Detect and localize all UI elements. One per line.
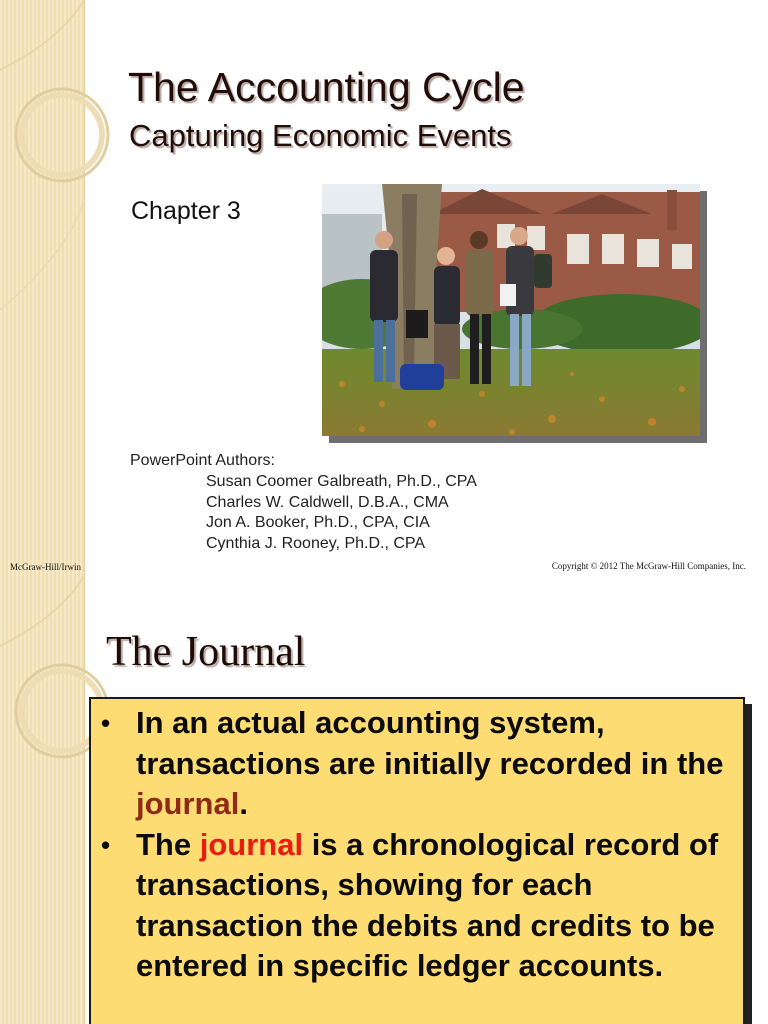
bullet-marker: • <box>101 708 111 738</box>
slide-title: The Journal <box>106 629 306 675</box>
decorative-circles <box>0 0 130 576</box>
chapter-label: Chapter 3 <box>131 197 241 225</box>
bullet-text: The <box>136 826 200 862</box>
author-name: Jon A. Booker, Ph.D., CPA, CIA <box>206 514 430 532</box>
author-name: Charles W. Caldwell, D.B.A., CMA <box>206 493 449 511</box>
authors-block <box>130 451 477 555</box>
bullet-text-end: . <box>239 786 248 821</box>
bullet-item <box>91 825 736 987</box>
bullet-text: In an actual accounting system, transactions are initially recorded in the <box>136 705 724 781</box>
bullet-marker: • <box>101 829 111 860</box>
authors-label: PowerPoint Authors: <box>130 452 275 469</box>
campus-students-photo <box>322 184 700 436</box>
author-name: Susan Coomer Galbreath, Ph.D., CPA <box>206 472 477 490</box>
publisher-label: McGraw-Hill/Irwin <box>10 562 81 572</box>
author-name: Cynthia J. Rooney, Ph.D., CPA <box>206 535 426 553</box>
keyword-journal: journal <box>136 786 240 821</box>
journal-slide <box>0 576 768 1024</box>
keyword-journal: journal <box>199 826 304 862</box>
slide-title: The Accounting Cycle <box>128 64 525 110</box>
copyright-notice: Copyright © 2012 The McGraw-Hill Companies, Inc. <box>551 561 746 571</box>
content-box <box>89 697 745 1024</box>
bullet-item <box>91 703 736 825</box>
bullet-list <box>91 703 736 987</box>
slide-subtitle: Capturing Economic Events <box>129 118 512 153</box>
bullet-text-end: is a chronological record of transactions, showing for each transaction the debits and credits to be entered in specific ledger accounts. <box>136 826 719 983</box>
